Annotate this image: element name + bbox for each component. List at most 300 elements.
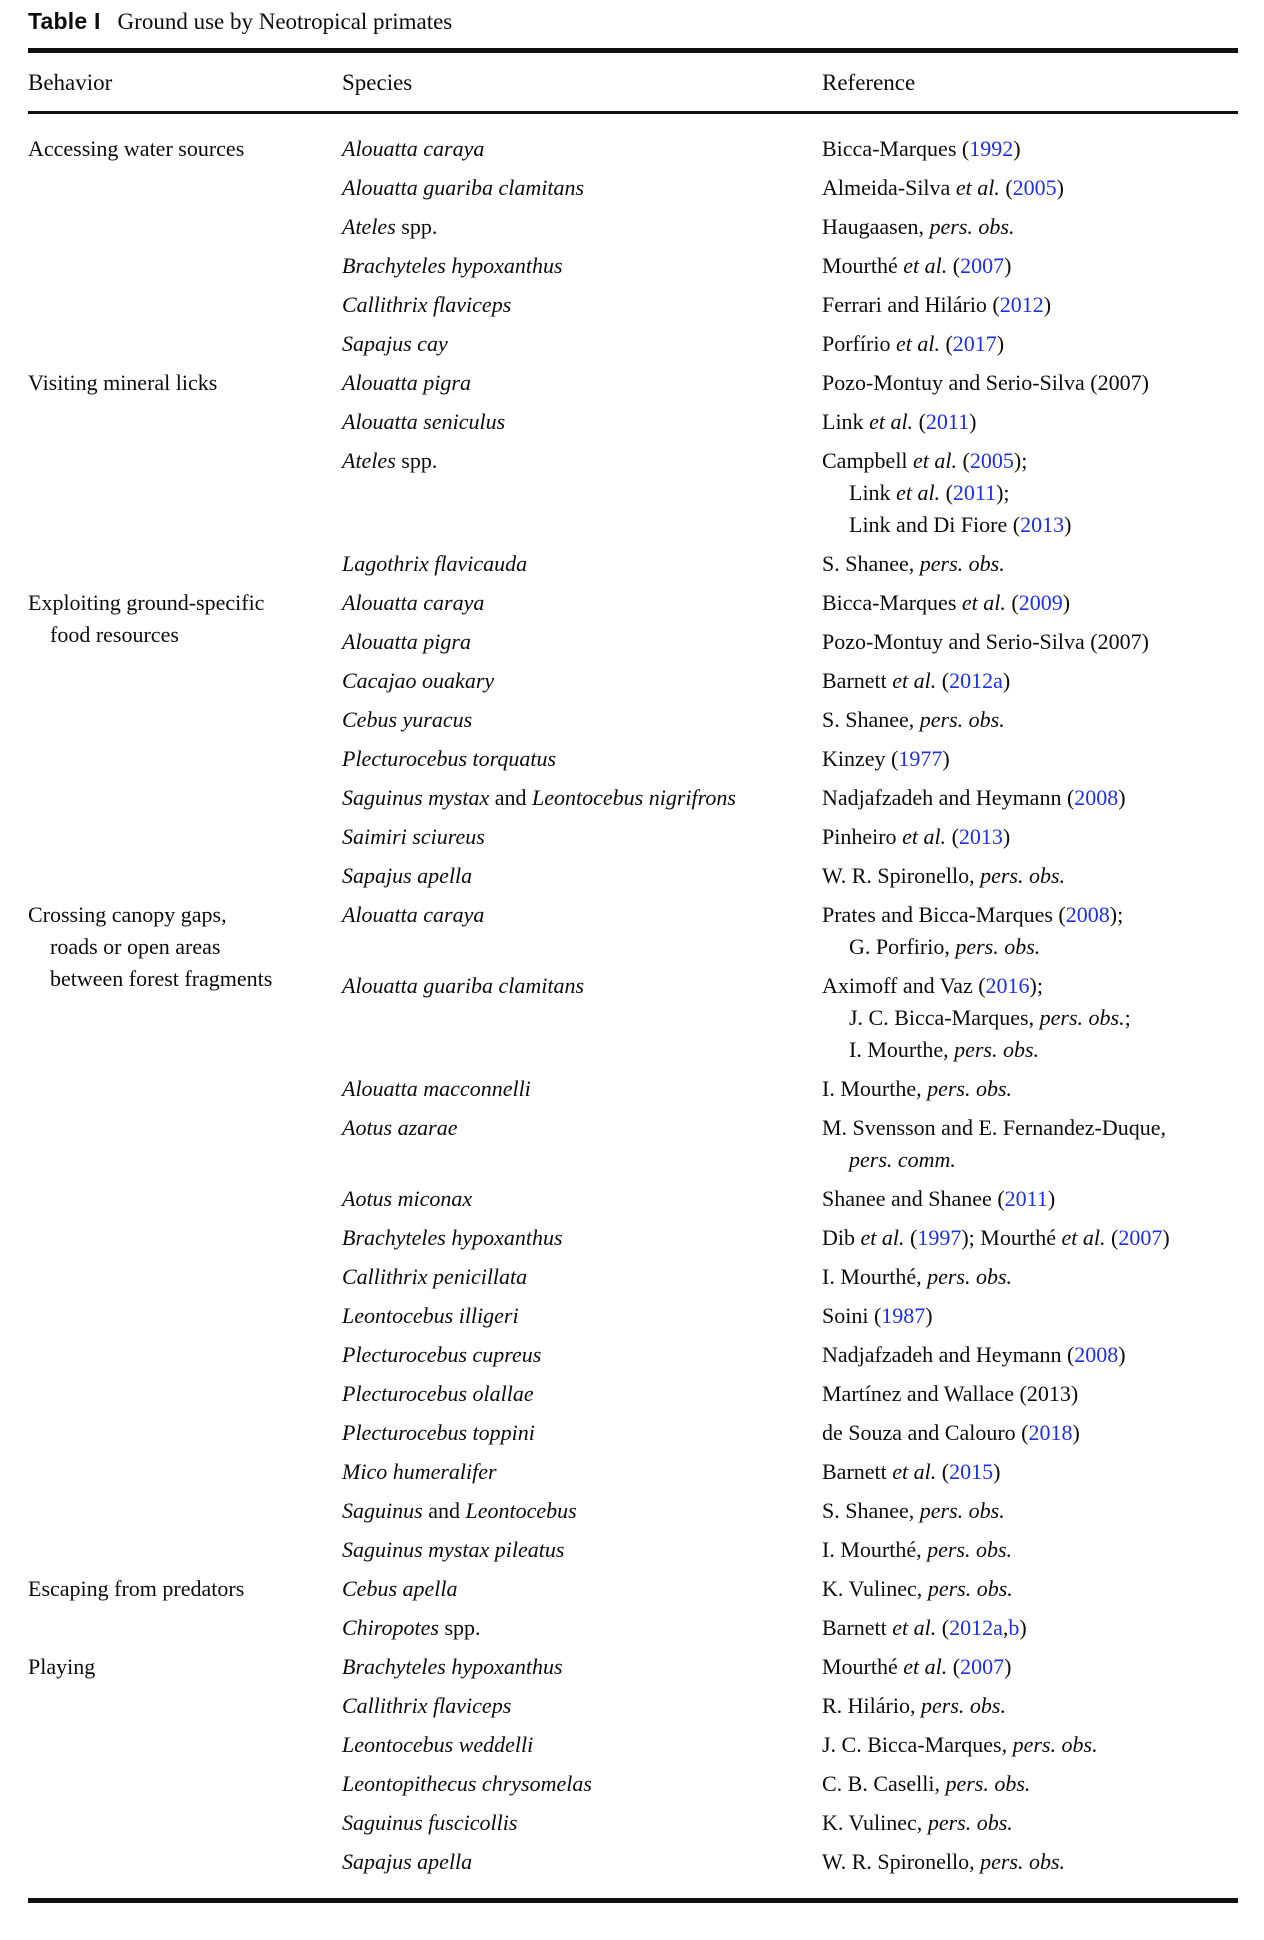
text-segment: Callithrix flaviceps (342, 1693, 512, 1718)
text-segment: ; (1124, 1005, 1131, 1030)
reference-line (822, 1807, 1238, 1839)
reference-line (822, 899, 1238, 931)
table-row (342, 626, 1238, 658)
text-segment: Alouatta guariba clamitans (342, 973, 584, 998)
text-segment: et al. (903, 253, 948, 278)
reference-line (822, 1183, 1238, 1215)
text-segment: et al. (895, 331, 940, 356)
reference-line (822, 1495, 1238, 1527)
reference-line (822, 970, 1238, 1002)
reference-line (822, 587, 1238, 619)
text-segment: et al. (1061, 1225, 1106, 1250)
species-cell (342, 211, 822, 243)
text-segment: et al. (902, 824, 947, 849)
text-segment: M. Svensson and E. Fernandez-Duque, (822, 1115, 1166, 1140)
citation-link[interactable]: 2016 (985, 973, 1030, 998)
text-segment: Leontocebus illigeri (342, 1303, 519, 1328)
behavior-cell (28, 587, 342, 899)
text-segment: Aotus miconax (342, 1186, 473, 1211)
species-cell (342, 133, 822, 165)
text-segment: ( (936, 668, 950, 693)
table-row (342, 172, 1238, 204)
text-segment: Mourthé (822, 1654, 904, 1679)
reference-line (822, 367, 1238, 399)
table-row (342, 1183, 1238, 1215)
text-segment: Saguinus mystax pileatus (342, 1537, 565, 1562)
reference-cell (822, 1378, 1238, 1410)
reference-cell (822, 1612, 1238, 1644)
reference-cell (822, 1222, 1238, 1254)
text-segment: Alouatta caraya (342, 136, 485, 161)
text-segment: pers. obs. (919, 707, 1005, 732)
species-cell (342, 1807, 822, 1839)
table-row (342, 1651, 1238, 1683)
reference-line (822, 548, 1238, 580)
text-segment: Leontopithecus chrysomelas (342, 1771, 592, 1796)
table-row (342, 899, 1238, 963)
text-segment: Campbell (822, 448, 914, 473)
species-cell (342, 860, 822, 892)
text-segment: Shanee and Shanee ( (822, 1186, 1005, 1211)
species-cell (342, 899, 822, 963)
table-row (342, 289, 1238, 321)
table-caption-text: Ground use by Neotropical primates (117, 9, 453, 34)
reference-cell (822, 970, 1238, 1066)
citation-link[interactable]: 2009 (1018, 590, 1063, 615)
citation-link[interactable]: b (1008, 1615, 1020, 1640)
reference-cell (822, 1261, 1238, 1293)
behavior-line: Visiting mineral licks (28, 370, 218, 395)
species-cell (342, 626, 822, 658)
text-segment: I. Mourthe, (822, 1076, 928, 1101)
reference-cell (822, 1495, 1238, 1527)
species-cell (342, 289, 822, 321)
species-cell (342, 743, 822, 775)
citation-link[interactable]: 2007 (960, 1654, 1005, 1679)
reference-cell (822, 1300, 1238, 1332)
species-cell (342, 782, 822, 814)
table-row (342, 1300, 1238, 1332)
citation-link[interactable]: 1997 (917, 1225, 962, 1250)
reference-line (822, 743, 1238, 775)
text-segment: Cebus apella (342, 1576, 458, 1601)
citation-link[interactable]: 2008 (1074, 785, 1119, 810)
reference-cell (822, 445, 1238, 541)
citation-link[interactable]: 1992 (969, 136, 1014, 161)
citation-link[interactable]: 2018 (1028, 1420, 1073, 1445)
text-segment: , (1002, 1615, 1009, 1640)
text-segment: Soini ( (822, 1303, 882, 1328)
section-rows (342, 367, 1238, 587)
citation-link[interactable]: 2005 (969, 448, 1014, 473)
reference-cell (822, 743, 1238, 775)
behavior-line: Playing (28, 1654, 96, 1679)
citation-link[interactable]: 2017 (952, 331, 997, 356)
citation-link[interactable]: 2008 (1074, 1342, 1119, 1367)
text-segment: et al. (892, 1615, 937, 1640)
text-segment: Barnett (822, 1615, 893, 1640)
text-segment: Saguinus mystax (342, 785, 490, 810)
section-rows (342, 899, 1238, 1573)
reference-cell (822, 587, 1238, 619)
reference-line (822, 931, 1238, 963)
text-segment: pers. obs. (927, 1537, 1013, 1562)
reference-line (822, 289, 1238, 321)
text-segment: ( (936, 1615, 950, 1640)
reference-line (822, 477, 1238, 509)
reference-cell (822, 406, 1238, 438)
text-segment: ( (913, 409, 926, 434)
behavior-line: roads or open areas (50, 934, 221, 959)
table-row (342, 445, 1238, 541)
citation-link[interactable]: 2015 (949, 1459, 994, 1484)
text-segment: W. R. Spironello, (822, 863, 981, 888)
text-segment: Sapajus apella (342, 863, 473, 888)
citation-link[interactable]: 2007 (1118, 1225, 1163, 1250)
text-segment: ); (1109, 902, 1124, 927)
species-cell (342, 665, 822, 697)
species-cell (342, 1534, 822, 1566)
text-segment: S. Shanee, (822, 707, 920, 732)
text-segment: Prates and Bicca-Marques ( (822, 902, 1066, 927)
text-segment: ) (996, 331, 1005, 356)
table-row (342, 1807, 1238, 1839)
text-segment: Callithrix flaviceps (342, 292, 512, 317)
text-segment: Leontocebus weddelli (342, 1732, 534, 1757)
reference-cell (822, 328, 1238, 360)
text-segment: pers. obs. (1012, 1732, 1098, 1757)
text-segment: Nadjafzadeh and Heymann ( (822, 1342, 1075, 1367)
species-cell (342, 367, 822, 399)
reference-line (822, 626, 1238, 658)
text-segment: Plecturocebus toppini (342, 1420, 535, 1445)
table-row (342, 1456, 1238, 1488)
text-segment: S. Shanee, (822, 551, 920, 576)
text-segment: et al. (860, 1225, 905, 1250)
reference-line (822, 133, 1238, 165)
behavior-section (28, 1573, 1238, 1651)
text-segment: spp. (395, 214, 438, 239)
reference-cell (822, 821, 1238, 853)
species-cell (342, 1846, 822, 1878)
text-segment: Almeida-Silva (822, 175, 956, 200)
reference-cell (822, 1534, 1238, 1566)
column-header-species: Species (342, 70, 413, 95)
text-segment: ( (904, 1225, 918, 1250)
reference-line (822, 782, 1238, 814)
citation-link[interactable]: 2011 (1004, 1186, 1048, 1211)
reference-cell (822, 172, 1238, 204)
reference-line (822, 860, 1238, 892)
text-segment: ) (1019, 1615, 1027, 1640)
text-segment: et al. (913, 448, 958, 473)
text-segment: Barnett (822, 1459, 893, 1484)
reference-line (822, 445, 1238, 477)
text-segment: Plecturocebus torquatus (342, 746, 557, 771)
text-segment: et al. (892, 668, 937, 693)
species-cell (342, 1651, 822, 1683)
citation-link[interactable]: 2012 (999, 292, 1044, 317)
table-row (342, 1339, 1238, 1371)
text-segment: Pinheiro (822, 824, 903, 849)
table-row (342, 743, 1238, 775)
text-segment: Alouatta seniculus (342, 409, 506, 434)
reference-cell (822, 704, 1238, 736)
reference-cell (822, 1073, 1238, 1105)
table-row (342, 1222, 1238, 1254)
species-cell (342, 172, 822, 204)
table-row (342, 1112, 1238, 1176)
text-segment: Link and Di Fiore ( (849, 512, 1021, 537)
section-rows (342, 1573, 1238, 1651)
reference-cell (822, 1768, 1238, 1800)
citation-link[interactable]: 2011 (952, 480, 997, 505)
text-segment: Lagothrix flavicauda (342, 551, 528, 576)
reference-line (822, 1073, 1238, 1105)
text-segment: pers. obs. (1039, 1005, 1125, 1030)
text-segment: ); (1013, 448, 1028, 473)
text-segment: ) (993, 1459, 1001, 1484)
text-segment: and (489, 785, 533, 810)
column-header-behavior: Behavior (28, 70, 113, 95)
species-cell (342, 406, 822, 438)
text-segment: K. Vulinec, (822, 1576, 928, 1601)
text-segment: ( (947, 1654, 961, 1679)
text-segment: ( (999, 175, 1013, 200)
table-row (342, 1261, 1238, 1293)
table-row (342, 782, 1238, 814)
text-segment: ) (1072, 1420, 1080, 1445)
text-segment: ); (1029, 973, 1043, 998)
text-segment: Bicca-Marques ( (822, 136, 970, 161)
text-segment: Ateles (342, 448, 396, 473)
text-segment: et al. (903, 1654, 948, 1679)
reference-line (822, 1339, 1238, 1371)
text-segment: ) (1162, 1225, 1170, 1250)
table-row (342, 548, 1238, 580)
text-segment: J. C. Bicca-Marques, (849, 1005, 1040, 1030)
reference-line (822, 509, 1238, 541)
species-cell (342, 1183, 822, 1215)
text-segment: ); (996, 480, 1010, 505)
text-segment: Aotus azarae (342, 1115, 458, 1140)
text-segment: Dib (822, 1225, 861, 1250)
text-segment: Link (822, 409, 870, 434)
citation-link[interactable]: 2007 (960, 253, 1005, 278)
citation-link[interactable]: 2012a (949, 1615, 1003, 1640)
behavior-line: between forest fragments (50, 966, 273, 991)
table-row (342, 328, 1238, 360)
text-segment: ( (939, 331, 953, 356)
text-segment: ( (946, 824, 959, 849)
species-cell (342, 1112, 822, 1176)
text-segment: Alouatta guariba clamitans (342, 175, 584, 200)
text-segment: I. Mourthe, (849, 1037, 955, 1062)
text-segment: Saguinus fuscicollis (342, 1810, 518, 1835)
reference-line (822, 1378, 1238, 1410)
text-segment: J. C. Bicca-Marques, (822, 1732, 1013, 1757)
text-segment: Cacajao ouakary (342, 668, 495, 693)
text-segment: ); Mourthé (961, 1225, 1062, 1250)
text-segment: pers. obs. (927, 1076, 1013, 1101)
reference-cell (822, 1183, 1238, 1215)
table-row (342, 587, 1238, 619)
reference-line (822, 1729, 1238, 1761)
table-row (342, 1846, 1238, 1878)
text-segment: Alouatta caraya (342, 590, 485, 615)
text-segment: pers. obs. (927, 1810, 1013, 1835)
citation-link[interactable]: 2013 (1020, 512, 1065, 537)
text-segment: ) (1013, 136, 1021, 161)
column-header-reference: Reference (822, 70, 916, 95)
text-segment: Pozo-Montuy and Serio-Silva (2007) (822, 629, 1149, 654)
reference-cell (822, 1729, 1238, 1761)
reference-line (822, 1768, 1238, 1800)
reference-line (822, 1534, 1238, 1566)
table-row (342, 665, 1238, 697)
text-segment: pers. obs. (919, 1498, 1005, 1523)
text-segment: ( (947, 253, 961, 278)
behavior-line: Exploiting ground-specific (28, 590, 265, 615)
text-segment: Leontocebus (465, 1498, 577, 1523)
table-row (342, 1612, 1238, 1644)
species-cell (342, 1729, 822, 1761)
citation-link[interactable]: 1977 (898, 746, 943, 771)
reference-cell (822, 367, 1238, 399)
species-cell (342, 250, 822, 282)
reference-line (822, 1651, 1238, 1683)
behavior-line: Crossing canopy gaps, (28, 902, 227, 927)
reference-line (822, 1034, 1238, 1066)
species-cell (342, 1768, 822, 1800)
behavior-section (28, 367, 1238, 587)
reference-line (822, 328, 1238, 360)
section-rows (342, 133, 1238, 367)
text-segment: Kinzey ( (822, 746, 899, 771)
table-row (342, 367, 1238, 399)
citation-link[interactable]: 2012a (949, 668, 1003, 693)
species-cell (342, 1417, 822, 1449)
species-cell (342, 445, 822, 541)
table-number-label: Table I (28, 8, 101, 34)
species-cell (342, 1495, 822, 1527)
text-segment: Aximoff and Vaz ( (822, 973, 986, 998)
reference-cell (822, 1417, 1238, 1449)
reference-cell (822, 211, 1238, 243)
text-segment: R. Hilário, (822, 1693, 921, 1718)
text-segment: pers. obs. (955, 934, 1041, 959)
table-body (28, 114, 1238, 1885)
text-segment: Haugaasen, (822, 214, 930, 239)
reference-line (822, 172, 1238, 204)
reference-cell (822, 1690, 1238, 1722)
text-segment: ( (1105, 1225, 1119, 1250)
species-cell (342, 1073, 822, 1105)
text-segment: Brachyteles hypoxanthus (342, 1225, 563, 1250)
text-segment: Saimiri sciureus (342, 824, 485, 849)
reference-cell (822, 899, 1238, 963)
text-segment: W. R. Spironello, (822, 1849, 981, 1874)
table-row (342, 1573, 1238, 1605)
reference-line (822, 250, 1238, 282)
species-cell (342, 704, 822, 736)
table-row (342, 211, 1238, 243)
text-segment: pers. comm. (849, 1147, 956, 1172)
citation-link[interactable]: 2011 (925, 409, 970, 434)
text-segment: I. Mourthé, (822, 1264, 928, 1289)
reference-cell (822, 665, 1238, 697)
text-segment: ) (969, 409, 977, 434)
table-row (342, 1729, 1238, 1761)
text-segment: Alouatta macconnelli (342, 1076, 531, 1101)
reference-line (822, 1002, 1238, 1034)
text-segment: pers. obs. (980, 863, 1066, 888)
reference-line (822, 1846, 1238, 1878)
reference-line (822, 1456, 1238, 1488)
reference-cell (822, 1339, 1238, 1371)
text-segment: Ferrari and Hilário ( (822, 292, 1000, 317)
text-segment: Mourthé (822, 253, 904, 278)
text-segment: et al. (869, 409, 914, 434)
text-segment: ) (1118, 1342, 1126, 1367)
citation-link[interactable]: 2008 (1065, 902, 1110, 927)
reference-cell (822, 289, 1238, 321)
text-segment: Barnett (822, 668, 893, 693)
text-segment: Alouatta caraya (342, 902, 485, 927)
text-segment: et al. (896, 480, 941, 505)
reference-line (822, 821, 1238, 853)
reference-cell (822, 1807, 1238, 1839)
citation-link[interactable]: 2005 (1012, 175, 1057, 200)
table-row (342, 1768, 1238, 1800)
reference-cell (822, 626, 1238, 658)
behavior-section (28, 133, 1238, 367)
citation-link[interactable]: 2013 (958, 824, 1003, 849)
species-cell (342, 1573, 822, 1605)
behavior-section (28, 1651, 1238, 1885)
text-segment: de Souza and Calouro ( (822, 1420, 1029, 1445)
behavior-cell (28, 133, 342, 367)
species-cell (342, 970, 822, 1066)
table-row (342, 1417, 1238, 1449)
behavior-line: Accessing water sources (28, 136, 245, 161)
reference-line (822, 1417, 1238, 1449)
behavior-line: Escaping from predators (28, 1576, 245, 1601)
text-segment: et al. (892, 1459, 937, 1484)
reference-line (822, 704, 1238, 736)
table-row (342, 821, 1238, 853)
behavior-section (28, 587, 1238, 899)
reference-cell (822, 1456, 1238, 1488)
table-header-row (28, 53, 1238, 111)
reference-line (822, 406, 1238, 438)
text-segment: Chiropotes (342, 1615, 439, 1640)
species-cell (342, 821, 822, 853)
text-segment: pers. obs. (927, 1264, 1013, 1289)
reference-line (822, 1690, 1238, 1722)
reference-cell (822, 250, 1238, 282)
text-segment: ) (1004, 253, 1012, 278)
text-segment: ) (1002, 668, 1011, 693)
reference-line (822, 1144, 1238, 1176)
reference-cell (822, 782, 1238, 814)
species-cell (342, 328, 822, 360)
table-row (342, 406, 1238, 438)
text-segment: Martínez and Wallace (2013) (822, 1381, 1079, 1406)
text-segment: ) (1056, 175, 1064, 200)
citation-link[interactable]: 1987 (881, 1303, 926, 1328)
species-cell (342, 1261, 822, 1293)
